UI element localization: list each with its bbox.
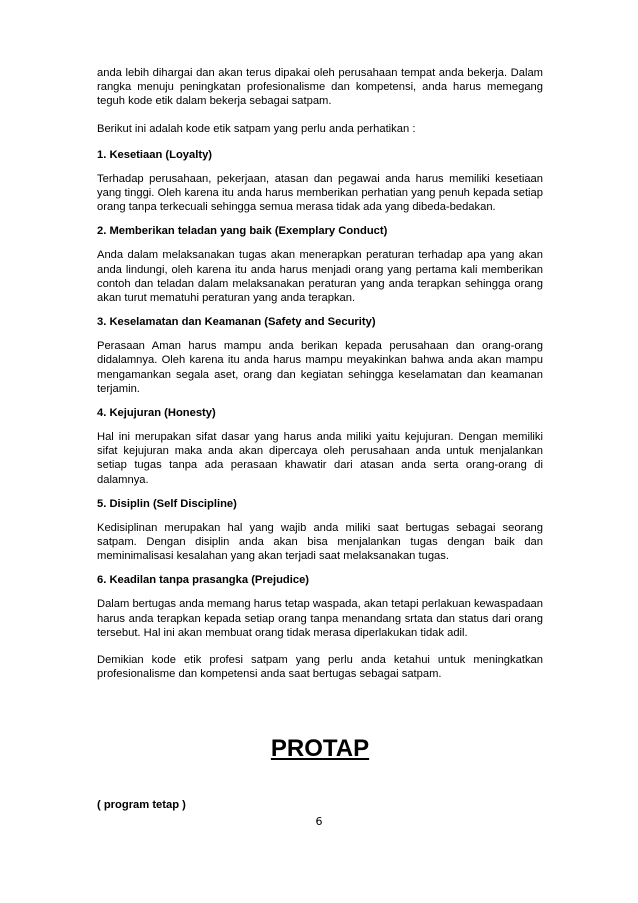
protap-subtitle: ( program tetap ) bbox=[97, 799, 186, 811]
section-heading: 4. Kejujuran (Honesty) bbox=[97, 407, 216, 420]
section-self-discipline bbox=[97, 497, 543, 564]
document-page bbox=[97, 66, 543, 811]
section-body: Kedisiplinan merupakan hal yang wajib anda miliki saat bertugas sebagai seorang satpam. Dengan disiplin anda akan bisa menjalankan tugas dengan baik dan meminimalisasi kesalahan yang akan terjadi saat melaksanakan tugas. bbox=[97, 521, 543, 563]
protap-title: PROTAP bbox=[270, 735, 370, 762]
section-body: Terhadap perusahaan, pekerjaan, atasan dan pegawai anda harus memiliki kesetiaan yang tinggi. Oleh karena itu anda harus memberikan perhatian yang penuh kepada setiap orang tanpa terkecuali sehingga semua merasa tidak ada yang dibeda-bedakan. bbox=[97, 172, 543, 214]
section-heading: 2. Memberikan teladan yang baik (Exemplary Conduct) bbox=[97, 225, 388, 238]
page-number: 6 bbox=[315, 815, 323, 828]
section-heading: 1. Kesetiaan (Loyalty) bbox=[97, 148, 213, 161]
section-prejudice bbox=[97, 573, 543, 640]
section-heading: 3. Keselamatan dan Keamanan (Safety and Security) bbox=[97, 316, 376, 329]
section-heading: 6. Keadilan tanpa prasangka (Prejudice) bbox=[97, 574, 310, 587]
section-body: Hal ini merupakan sifat dasar yang harus anda miliki yaitu kejujuran. Dengan memiliki sifat kejujuran maka anda akan dipercaya oleh perusahaan anda untuk menjalankan setiap tugas tanpa ada perasaan khawatir dari atasan anda serta orang-orang di dalamnya. bbox=[97, 431, 543, 486]
lead-paragraph: Berikut ini adalah kode etik satpam yang perlu anda perhatikan : bbox=[97, 122, 416, 135]
intro-paragraph: anda lebih dihargai dan akan terus dipakai oleh perusahaan tempat anda bekerja. Dalam rangka menuju peningkatan profesionalisme dan kompetensi, anda harus memegang teguh kode etik dalam bekerja sebagai satpam. bbox=[97, 67, 543, 108]
section-body: Dalam bertugas anda memang harus tetap waspada, akan tetapi perlakuan kewaspadaan harus anda terapkan kepada setiap orang tanpa menandang srtata dan status dari orang tersebut. Hal ini akan membuat orang tidak merasa diperlakukan tidak adil. bbox=[97, 598, 543, 639]
closing-paragraph: Demikian kode etik profesi satpam yang perlu anda ketahui untuk meningkatkan profesionalisme dan kompetensi anda saat bertugas sebagai satpam. bbox=[97, 654, 543, 681]
section-body: Anda dalam melaksanakan tugas akan menerapkan peraturan terhadap apa yang akan anda lindungi, oleh karena itu anda harus menjadi orang yang pertama kali memberikan contoh dan teladan dalam melaksanakan peraturan yang anda terapkan sehingga orang akan turut mematuhi peraturan yang anda terapkan. bbox=[97, 249, 543, 305]
section-loyalty bbox=[97, 148, 543, 215]
section-honesty bbox=[97, 406, 543, 487]
section-heading: 5. Disiplin (Self Discipline) bbox=[97, 497, 237, 510]
section-body: Perasaan Aman harus mampu anda berikan kepada perusahaan dan orang-orang didalamnya. Oleh karena itu anda harus mampu meyakinkan bahwa anda akan mampu mengamankan segala aset, orang dan kegiatan sehingga keselamatan dan keamanan terjamin. bbox=[97, 340, 543, 395]
section-safety-security bbox=[97, 315, 543, 396]
section-exemplary-conduct bbox=[97, 224, 543, 305]
